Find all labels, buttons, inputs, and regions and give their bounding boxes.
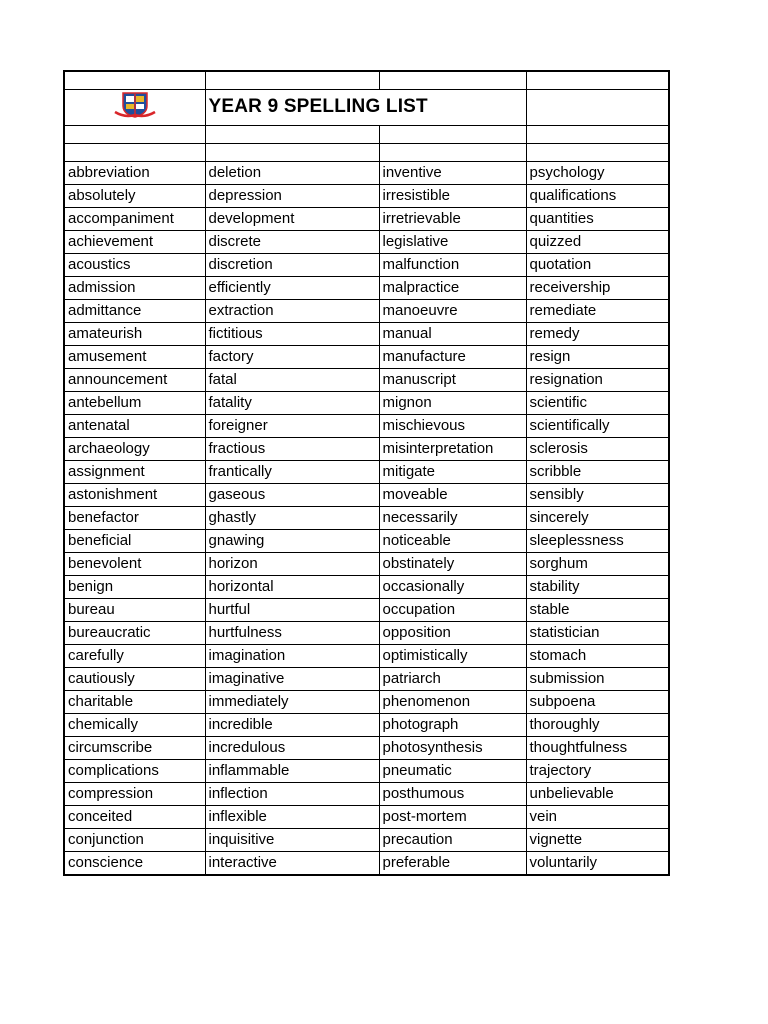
word-cell: depression	[205, 185, 379, 208]
word-cell: abbreviation	[64, 162, 205, 185]
word-cell: inflection	[205, 783, 379, 806]
word-cell: amateurish	[64, 323, 205, 346]
empty-cell	[205, 71, 379, 90]
word-cell: mischievous	[379, 415, 526, 438]
word-cell: subpoena	[526, 691, 669, 714]
word-cell: psychology	[526, 162, 669, 185]
word-row	[64, 668, 669, 691]
word-cell: unbelievable	[526, 783, 669, 806]
school-crest-icon	[109, 90, 161, 118]
word-cell: incredible	[205, 714, 379, 737]
word-cell: qualifications	[526, 185, 669, 208]
word-cell: circumscribe	[64, 737, 205, 760]
word-cell: immediately	[205, 691, 379, 714]
word-cell: manufacture	[379, 346, 526, 369]
word-cell: trajectory	[526, 760, 669, 783]
word-cell: scientifically	[526, 415, 669, 438]
empty-cell	[64, 71, 205, 90]
word-row	[64, 829, 669, 852]
word-cell: imagination	[205, 645, 379, 668]
word-cell: archaeology	[64, 438, 205, 461]
word-cell: admittance	[64, 300, 205, 323]
word-cell: carefully	[64, 645, 205, 668]
word-row	[64, 645, 669, 668]
word-cell: irresistible	[379, 185, 526, 208]
word-cell: foreigner	[205, 415, 379, 438]
word-row	[64, 622, 669, 645]
empty-cell	[379, 144, 526, 162]
word-row	[64, 737, 669, 760]
title-row	[64, 90, 669, 126]
word-cell: thoroughly	[526, 714, 669, 737]
word-cell: mitigate	[379, 461, 526, 484]
word-cell: deletion	[205, 162, 379, 185]
word-cell: ghastly	[205, 507, 379, 530]
word-cell: achievement	[64, 231, 205, 254]
word-cell: hurtful	[205, 599, 379, 622]
word-cell: preferable	[379, 852, 526, 876]
word-cell: statistician	[526, 622, 669, 645]
word-row	[64, 323, 669, 346]
word-cell: occasionally	[379, 576, 526, 599]
word-row	[64, 691, 669, 714]
word-cell: absolutely	[64, 185, 205, 208]
word-row	[64, 806, 669, 829]
word-cell: bureau	[64, 599, 205, 622]
word-cell: extraction	[205, 300, 379, 323]
word-cell: conceited	[64, 806, 205, 829]
word-cell: stable	[526, 599, 669, 622]
word-cell: benevolent	[64, 553, 205, 576]
word-cell: astonishment	[64, 484, 205, 507]
empty-cell	[526, 90, 669, 126]
word-cell: conjunction	[64, 829, 205, 852]
empty-cell	[64, 126, 205, 144]
word-cell: manoeuvre	[379, 300, 526, 323]
word-cell: scribble	[526, 461, 669, 484]
word-row	[64, 415, 669, 438]
word-cell: quotation	[526, 254, 669, 277]
word-cell: hurtfulness	[205, 622, 379, 645]
word-row	[64, 599, 669, 622]
word-cell: vein	[526, 806, 669, 829]
word-row	[64, 231, 669, 254]
word-cell: precaution	[379, 829, 526, 852]
empty-cell	[64, 144, 205, 162]
word-row	[64, 277, 669, 300]
word-row	[64, 300, 669, 323]
word-cell: malfunction	[379, 254, 526, 277]
word-cell: efficiently	[205, 277, 379, 300]
word-cell: scientific	[526, 392, 669, 415]
word-cell: fatal	[205, 369, 379, 392]
word-cell: legislative	[379, 231, 526, 254]
word-cell: development	[205, 208, 379, 231]
word-cell: acoustics	[64, 254, 205, 277]
word-cell: assignment	[64, 461, 205, 484]
word-cell: antenatal	[64, 415, 205, 438]
logo-cell	[64, 90, 205, 126]
word-cell: cautiously	[64, 668, 205, 691]
word-cell: optimistically	[379, 645, 526, 668]
blank-row	[64, 71, 669, 90]
empty-cell	[205, 144, 379, 162]
empty-cell	[379, 126, 526, 144]
word-cell: necessarily	[379, 507, 526, 530]
word-row	[64, 438, 669, 461]
word-cell: sincerely	[526, 507, 669, 530]
word-cell: remediate	[526, 300, 669, 323]
word-cell: bureaucratic	[64, 622, 205, 645]
word-row	[64, 760, 669, 783]
word-cell: misinterpretation	[379, 438, 526, 461]
word-cell: inventive	[379, 162, 526, 185]
word-row	[64, 392, 669, 415]
word-row	[64, 714, 669, 737]
word-cell: patriarch	[379, 668, 526, 691]
word-cell: amusement	[64, 346, 205, 369]
word-cell: photograph	[379, 714, 526, 737]
word-cell: fatality	[205, 392, 379, 415]
word-cell: stability	[526, 576, 669, 599]
word-cell: receivership	[526, 277, 669, 300]
word-cell: submission	[526, 668, 669, 691]
word-row	[64, 208, 669, 231]
empty-cell	[526, 71, 669, 90]
word-cell: imaginative	[205, 668, 379, 691]
word-cell: gaseous	[205, 484, 379, 507]
word-cell: mignon	[379, 392, 526, 415]
word-cell: moveable	[379, 484, 526, 507]
blank-row	[64, 126, 669, 144]
empty-cell	[526, 144, 669, 162]
word-cell: accompaniment	[64, 208, 205, 231]
word-cell: thoughtfulness	[526, 737, 669, 760]
word-row	[64, 162, 669, 185]
word-cell: conscience	[64, 852, 205, 876]
word-cell: occupation	[379, 599, 526, 622]
word-cell: interactive	[205, 852, 379, 876]
word-cell: gnawing	[205, 530, 379, 553]
word-cell: factory	[205, 346, 379, 369]
word-cell: sorghum	[526, 553, 669, 576]
word-cell: stomach	[526, 645, 669, 668]
word-cell: chemically	[64, 714, 205, 737]
word-cell: complications	[64, 760, 205, 783]
word-row	[64, 530, 669, 553]
word-row	[64, 185, 669, 208]
word-cell: voluntarily	[526, 852, 669, 876]
page-title: YEAR 9 SPELLING LIST	[208, 96, 428, 117]
word-row	[64, 852, 669, 876]
word-cell: pneumatic	[379, 760, 526, 783]
word-cell: resignation	[526, 369, 669, 392]
word-cell: resign	[526, 346, 669, 369]
word-cell: compression	[64, 783, 205, 806]
title-cell	[205, 90, 526, 126]
word-cell: irretrievable	[379, 208, 526, 231]
word-cell: discretion	[205, 254, 379, 277]
word-cell: manuscript	[379, 369, 526, 392]
empty-cell	[379, 71, 526, 90]
word-cell: noticeable	[379, 530, 526, 553]
word-cell: inflexible	[205, 806, 379, 829]
word-row	[64, 369, 669, 392]
empty-cell	[205, 126, 379, 144]
word-cell: fractious	[205, 438, 379, 461]
word-cell: malpractice	[379, 277, 526, 300]
blank-row	[64, 144, 669, 162]
word-cell: beneficial	[64, 530, 205, 553]
word-cell: quizzed	[526, 231, 669, 254]
word-cell: inquisitive	[205, 829, 379, 852]
word-cell: posthumous	[379, 783, 526, 806]
word-cell: quantities	[526, 208, 669, 231]
word-cell: sclerosis	[526, 438, 669, 461]
word-cell: frantically	[205, 461, 379, 484]
word-cell: photosynthesis	[379, 737, 526, 760]
word-cell: manual	[379, 323, 526, 346]
word-cell: sensibly	[526, 484, 669, 507]
word-cell: charitable	[64, 691, 205, 714]
word-cell: vignette	[526, 829, 669, 852]
word-cell: benign	[64, 576, 205, 599]
word-cell: announcement	[64, 369, 205, 392]
word-row	[64, 783, 669, 806]
word-cell: inflammable	[205, 760, 379, 783]
word-cell: admission	[64, 277, 205, 300]
word-row	[64, 507, 669, 530]
word-row	[64, 576, 669, 599]
word-cell: post-mortem	[379, 806, 526, 829]
word-row	[64, 254, 669, 277]
word-cell: fictitious	[205, 323, 379, 346]
word-row	[64, 346, 669, 369]
word-cell: opposition	[379, 622, 526, 645]
word-cell: remedy	[526, 323, 669, 346]
word-cell: horizon	[205, 553, 379, 576]
word-cell: discrete	[205, 231, 379, 254]
word-cell: phenomenon	[379, 691, 526, 714]
spelling-list-table	[63, 70, 670, 876]
word-cell: sleeplessness	[526, 530, 669, 553]
word-row	[64, 461, 669, 484]
empty-cell	[526, 126, 669, 144]
word-row	[64, 553, 669, 576]
word-cell: antebellum	[64, 392, 205, 415]
word-cell: benefactor	[64, 507, 205, 530]
word-cell: horizontal	[205, 576, 379, 599]
word-row	[64, 484, 669, 507]
word-cell: obstinately	[379, 553, 526, 576]
word-cell: incredulous	[205, 737, 379, 760]
